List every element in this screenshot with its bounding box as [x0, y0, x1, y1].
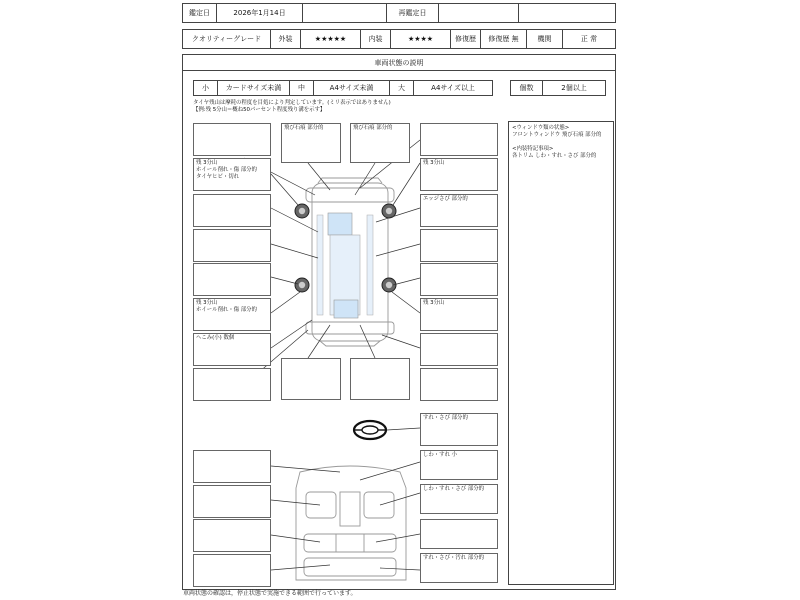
- reappraisal-label: 再鑑定日: [387, 4, 439, 22]
- note-box-seat-1: しわ・すれ 小: [420, 450, 498, 480]
- note-box-left-8: [193, 368, 271, 401]
- tire-note-line2: 【例:残 5分山＝概ね50パーセント程度残り溝を示す】: [193, 107, 326, 113]
- interior-label: 内装: [361, 30, 391, 48]
- note-box-interior-right-3: [420, 519, 498, 549]
- note-box-right-4: [420, 229, 498, 262]
- note-box-right-rear-tire: 残 3分山: [420, 298, 498, 331]
- note-box-interior-left-1: [193, 450, 271, 483]
- window-header: <ウィンドウ類の状態>: [512, 125, 570, 131]
- note-box-left-5: [193, 263, 271, 296]
- note-box-steering: すれ・さび 部分的: [420, 413, 498, 446]
- note-box-seat-3: すれ・さび・汚れ 部分的: [420, 553, 498, 583]
- note-box-top-2: 飛び石痕 部分的: [350, 123, 410, 163]
- engine-label: 機関: [527, 30, 563, 48]
- note-box-right-5: [420, 263, 498, 296]
- footer-note: 車両状態の確認は，停止状態で実施できる範囲で行っています。: [183, 590, 357, 597]
- size-medium: 中: [290, 81, 314, 95]
- note-box-seat-2: しわ・すれ・さび 部分的: [420, 484, 498, 514]
- tire-note-line1: タイヤ残山は摩耗の程度を目処により判定しています。(ミリ表示ではありません): [193, 100, 391, 106]
- window-text: フロントウィンドウ 飛び石痕 部分的: [512, 132, 602, 138]
- interior-header: <内装特記事項>: [512, 146, 554, 152]
- exterior-stars: ★★★★★: [301, 30, 361, 48]
- count-label: 個数: [511, 81, 543, 95]
- note-box-bottom-1: [281, 358, 341, 400]
- note-box-interior-left-3: [193, 519, 271, 552]
- count-value: 2個以上: [561, 84, 587, 92]
- appraisal-date-label: 鑑定日: [183, 4, 217, 22]
- size-large: 大: [390, 81, 414, 95]
- interior-stars: ★★★★: [391, 30, 451, 48]
- steering-wheel-icon: [354, 421, 386, 439]
- repair-history-label: 修復歴: [451, 30, 481, 48]
- size-medium-desc: A4サイズ未満: [314, 81, 390, 95]
- note-box-left-1: [193, 123, 271, 156]
- note-box-interior-left-4: [193, 554, 271, 587]
- exterior-label: 外装: [271, 30, 301, 48]
- note-box-right-front-tire: 残 3分山: [420, 158, 498, 191]
- note-box-top-1: 飛び石痕 部分的: [281, 123, 341, 163]
- size-large-desc: A4サイズ以上: [431, 84, 475, 92]
- appraisal-date-value: 2026年1月14日: [217, 4, 303, 22]
- note-box-left-rear-dent: へこみ(小) 数個: [193, 333, 271, 366]
- car-interior-view: [296, 466, 406, 580]
- interior-text: 各トリム しわ・すれ・さび 部分的: [512, 153, 597, 159]
- note-box-right-front-side: エッジさび 部分的: [420, 194, 498, 227]
- note-box-right-1: [420, 123, 498, 156]
- windshield-glass: [328, 213, 352, 235]
- note-box-right-8: [420, 368, 498, 401]
- note-box-right-7: [420, 333, 498, 366]
- car-top-view: [306, 178, 394, 346]
- size-small: 小: [194, 81, 218, 95]
- note-box-bottom-2: [350, 358, 410, 400]
- size-small-desc: カードサイズ未満: [218, 81, 290, 95]
- repair-history-value: 修復歴 無: [481, 30, 527, 48]
- note-box-left-4: [193, 229, 271, 262]
- note-box-left-rear-tire: 残 3分山 ホイール削れ・傷 部分的: [193, 298, 271, 331]
- section-title: 車両状態の説明: [183, 55, 615, 71]
- rear-glass: [334, 300, 358, 318]
- engine-value: 正 常: [580, 35, 598, 43]
- note-box-interior-left-2: [193, 485, 271, 518]
- quality-grade-label: クオリティーグレード: [183, 30, 271, 48]
- note-box-left-3: [193, 194, 271, 227]
- note-box-left-front-tire: 残 3分山 ホイール削れ・傷 部分的 タイヤヒビ・切れ: [193, 158, 271, 191]
